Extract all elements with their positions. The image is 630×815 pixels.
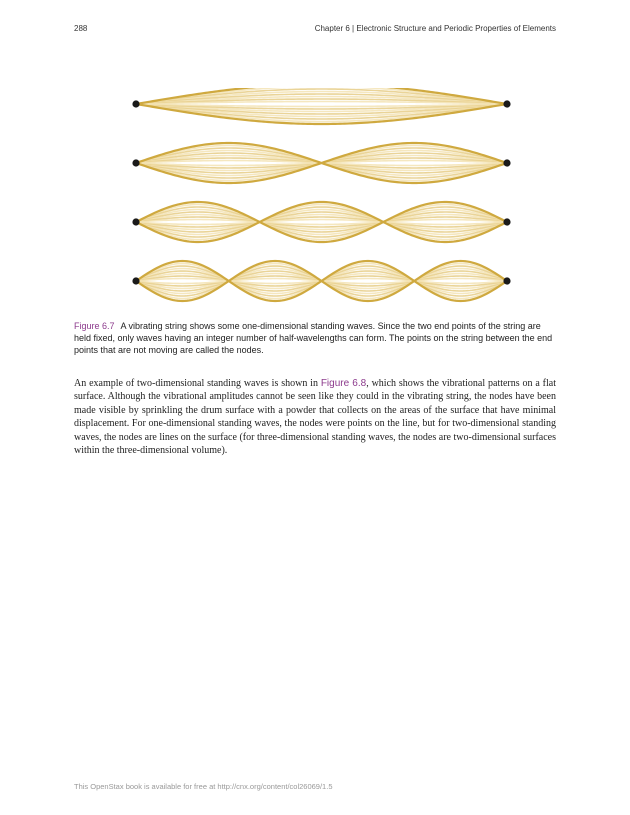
figure-ref-link[interactable]: Figure 6.8	[320, 378, 367, 389]
running-head: Chapter 6 | Electronic Structure and Periodic Properties of Elements	[314, 24, 556, 33]
wave-strand	[136, 217, 507, 227]
standing-wave-1	[132, 88, 510, 124]
standing-wave-4	[132, 261, 510, 301]
page-number: 288	[74, 24, 88, 33]
fixed-end-point	[503, 218, 510, 225]
wave-envelope	[136, 202, 507, 242]
wave-strand	[136, 210, 507, 235]
fixed-end-point	[503, 159, 510, 166]
caption-text: A vibrating string shows some one-dimensional standing waves. Since the two end points of the string are held fixed, only waves having an integer number of half-wavelengths can form. The points on the string between the end points that are not moving are called the nodes.	[74, 321, 553, 355]
fixed-end-point	[503, 277, 510, 284]
standing-wave-3	[132, 202, 510, 242]
fixed-end-point	[132, 277, 139, 284]
standing-waves-svg	[120, 88, 520, 303]
wave-strand	[136, 210, 507, 235]
standing-waves-figure	[120, 88, 520, 303]
body-paragraph	[74, 377, 556, 457]
wave-envelope	[136, 202, 507, 242]
wave-strand	[136, 217, 507, 227]
fixed-end-point	[132, 159, 139, 166]
fixed-end-point	[132, 218, 139, 225]
footer-note: This OpenStax book is available for free at http://cnx.org/content/col26069/1.5	[74, 782, 333, 791]
standing-wave-2	[132, 143, 510, 183]
fixed-end-point	[503, 100, 510, 107]
paragraph-text-start: An example of two-dimensional standing waves is shown in	[74, 378, 321, 389]
paragraph-text-end: , which shows the vibrational patterns on a flat surface. Although the vibrational amplitudes cannot be seen like they could in the vibrating string, the nodes have been made visible by sprinkling the drum surface with a powder that collects on the areas of the surface that have minimal displacement. For one-dimensional standing waves, the nodes were points on the line, but for two-dimensional standing waves, the nodes are lines on the surface (for three-dimensional standing waves, the nodes are two-dimensional surfaces within the three-dimensional volume).	[74, 378, 557, 457]
fixed-end-point	[132, 100, 139, 107]
figure-label: Figure 6.7	[74, 321, 115, 331]
figure-caption	[74, 320, 556, 356]
